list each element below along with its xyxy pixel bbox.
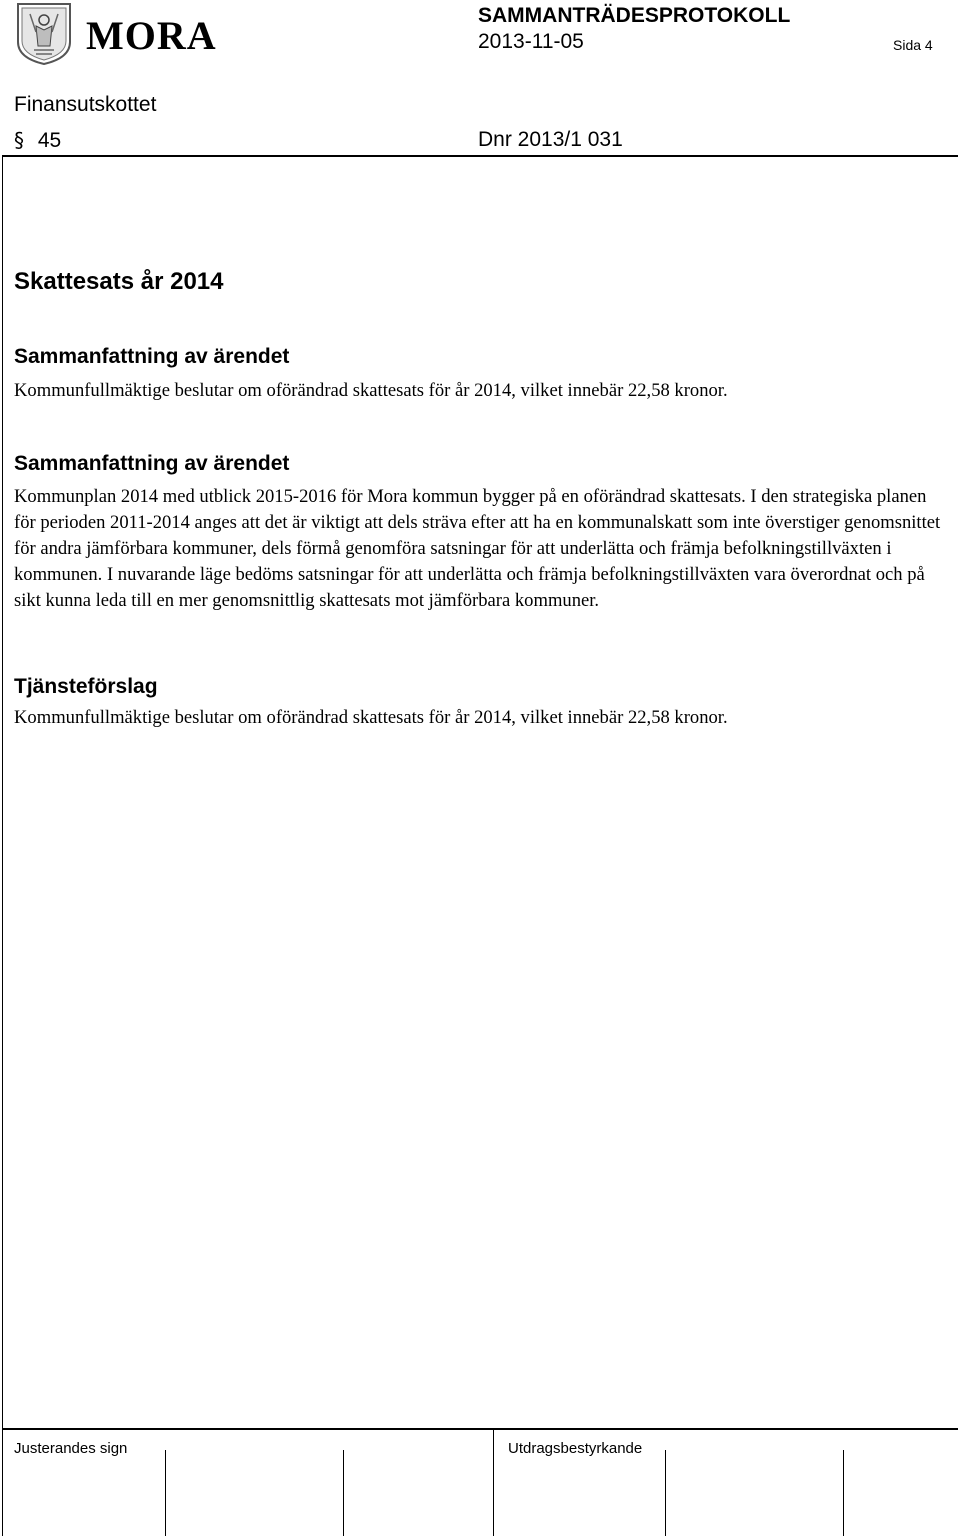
header-divider (2, 155, 958, 157)
paragraph-symbol: § (14, 128, 24, 152)
document-type: SAMMANTRÄDESPROTOKOLL (478, 4, 791, 27)
section-text: Kommunplan 2014 med utblick 2015-2016 för Mora kommun bygger på en oförändrad skattesats. I den strategiska planen för perioden 2011-2014 anges att det är viktigt att dels sträva efter att ha en kommunalskatt som inte överstiger genomsnittet för andra jämförbara kommuner, dels förmå genomföra satsningar för att underlätta och främja befolkningstillväxten i kommunen. I nuvarande läge bedöms satsningar för att underlätta och främja befolkningstillväxten vara överordnat och på sikt kunna leda till en mer genomsnittlig skattesats mot jämförbara kommuner. (14, 486, 941, 611)
left-frame-line (2, 156, 3, 1536)
page-number: Sida 4 (893, 37, 933, 53)
document-title: Skattesats år 2014 (14, 268, 224, 295)
section-text: Kommunfullmäktige beslutar om oförändrad skattesats för år 2014, vilket innebär 22,58 kronor. (14, 707, 728, 728)
section-text: Kommunfullmäktige beslutar om oförändrad skattesats för år 2014, vilket innebär 22,58 kronor. (14, 380, 728, 401)
footer-center-divider (493, 1428, 494, 1536)
signature-label: Justerandes sign (14, 1440, 128, 1457)
section-heading: Tjänsteförslag (14, 675, 158, 698)
signature-box-line (843, 1450, 844, 1536)
paragraph-number: 45 (37, 129, 62, 152)
signature-box-line (665, 1450, 666, 1536)
diary-number: Dnr 2013/1 031 (478, 128, 623, 151)
paragraph-ref (14, 128, 61, 153)
signature-box-line (165, 1450, 166, 1536)
section-heading: Sammanfattning av ärendet (14, 452, 290, 475)
document-date: 2013-11-05 (478, 30, 584, 53)
signature-box-line (343, 1450, 344, 1536)
municipal-crest-icon (14, 2, 74, 66)
footer-divider (2, 1428, 958, 1430)
certification-label: Utdragsbestyrkande (508, 1440, 643, 1457)
committee-name: Finansutskottet (14, 93, 157, 116)
logo-wordmark: MORA (86, 13, 217, 58)
section-heading: Sammanfattning av ärendet (14, 345, 290, 368)
